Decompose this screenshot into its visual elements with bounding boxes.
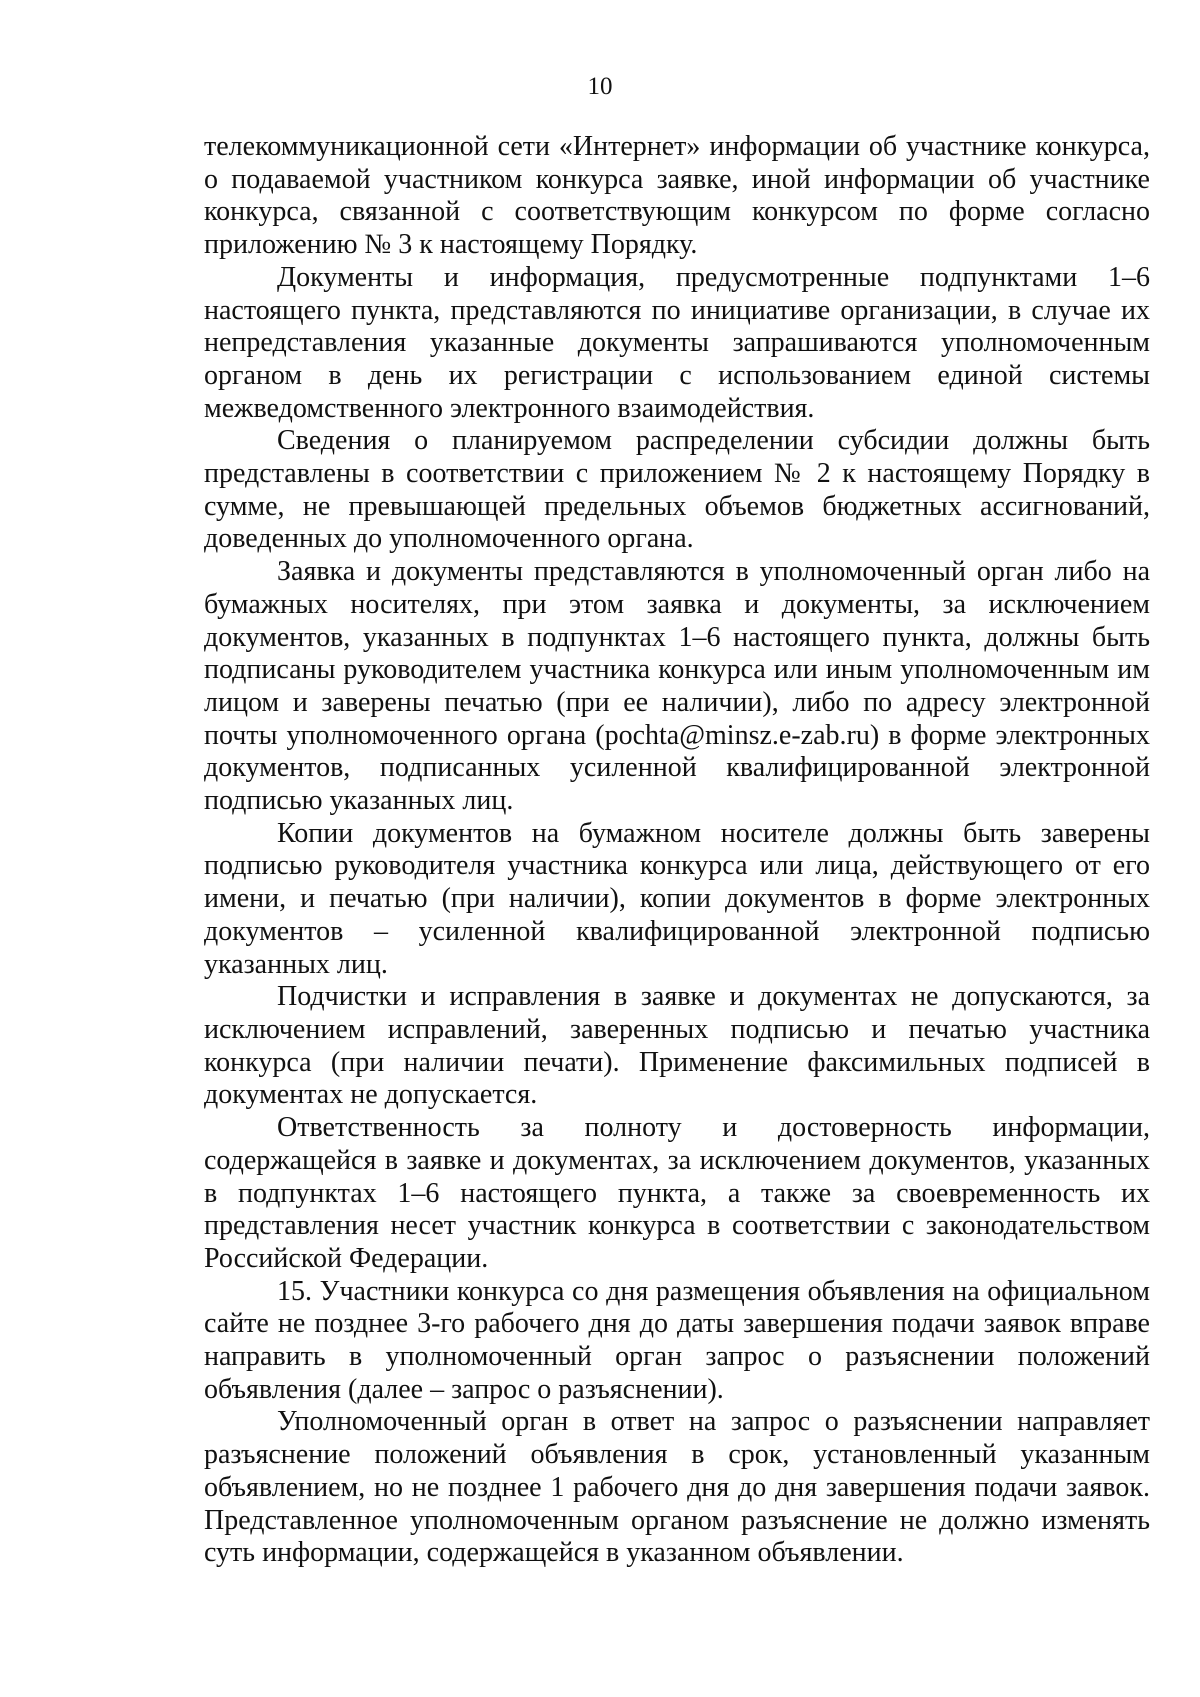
- page-number: 10: [587, 73, 613, 100]
- document-body: [204, 131, 1150, 1570]
- paragraph-corrections: Подчистки и исправления в заявке и документах не допускаются, за исключением исправлений, заверенных подписью и печатью участника конкурса (при наличии печати). Применение факсимильных подписей в документах не допускается.: [204, 981, 1150, 1111]
- paragraph-continuation: телекоммуникационной сети «Интернет» информации об участнике конкурса, о подаваемой участником конкурса заявке, иной информации об участнике конкурса, связанной с соответствующим конкурсом по форме согласно приложению № 3 к настоящему Порядку.: [204, 131, 1150, 261]
- paragraph-item-15: 15. Участники конкурса со дня размещения объявления на официальном сайте не позднее 3-го рабочего дня до даты завершения подачи заявок вправе направить в уполномоченный орган запрос о разъяснении положений объявления (далее – запрос о разъяснении).: [204, 1275, 1150, 1405]
- paragraph-subsidy-distribution: Сведения о планируемом распределении субсидии должны быть представлены в соответствии с приложением № 2 к настоящему Порядку в сумме, не превышающей предельных объемов бюджетных ассигнований, доведенных до уполномоченного органа.: [204, 425, 1150, 555]
- paragraph-document-copies: Копии документов на бумажном носителе должны быть заверены подписью руководителя участника конкурса или лица, действующего от его имени, и печатью (при наличии), копии документов в форме электронных документов – усиленной квалифицированной электронной подписью указанных лиц.: [204, 817, 1150, 980]
- paragraph-documents-info: Документы и информация, предусмотренные подпунктами 1–6 настоящего пункта, представляются по инициативе организации, в случае их непредставления указанные документы запрашиваются уполномоченным органом в день их регистрации с использованием единой системы межведомственного электронного взаимодействия.: [204, 261, 1150, 424]
- paragraph-responsibility: Ответственность за полноту и достоверность информации, содержащейся в заявке и документах, за исключением документов, указанных в подпунктах 1–6 настоящего пункта, а также за своевременность их представления несет участник конкурса в соответствии с законодательством Российской Федерации.: [204, 1112, 1150, 1274]
- paragraph-clarification-response: Уполномоченный орган в ответ на запрос о разъяснении направляет разъяснение положений объявления в срок, установленный указанным объявлением, но не позднее 1 рабочего дня до дня завершения подачи заявок. Представленное уполномоченным органом разъяснение не должно изменять суть информации, содержащейся в указанном объявлении.: [204, 1406, 1150, 1569]
- paragraph-application-submission: Заявка и документы представляются в уполномоченный орган либо на бумажных носителях, при этом заявка и документы, за исключением документов, указанных в подпунктах 1–6 настоящего пункта, должны быть подписаны руководителем участника конкурса или иным уполномоченным им лицом и заверены печатью (при ее наличии), либо по адресу электронной почты уполномоченного органа (pochta@minsz.e-zab.ru) в форме электронных документов, подписанных усиленной квалифицированной электронной подписью указанных лиц.: [204, 556, 1150, 817]
